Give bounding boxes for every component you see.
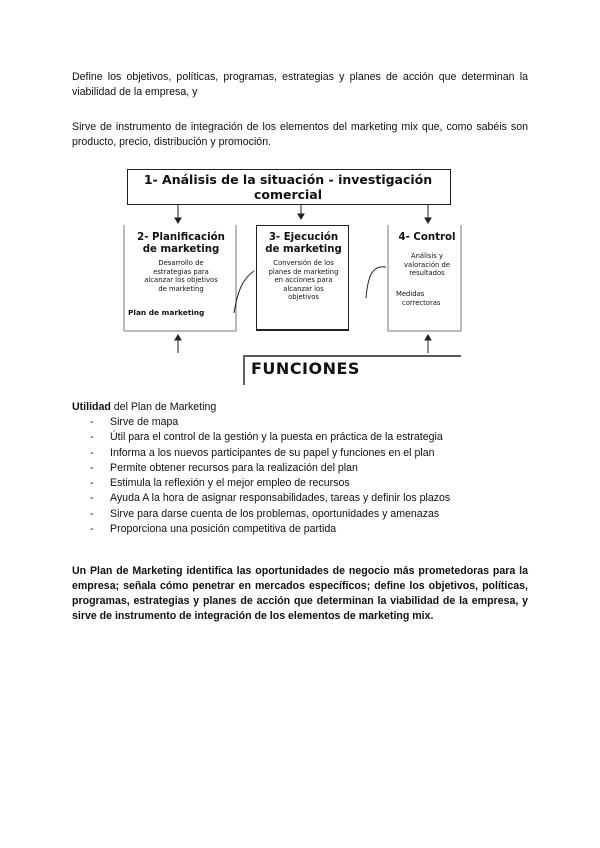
list-item [90, 491, 450, 506]
planificacion-title [122, 232, 240, 256]
intro-paragraph-1: Define los objetivos, políticas, programas, estrategias y planes de acción que determinan la viabilidad de la empresa, y [72, 71, 528, 98]
control-body-line5: correctoras [402, 298, 441, 307]
funciones-label: FUNCIONES [251, 359, 360, 378]
list-dash: - [90, 431, 94, 444]
list-dash: - [90, 477, 94, 490]
ejecucion-title-line1: 3- Ejecución [268, 232, 339, 243]
control-measures [396, 290, 466, 307]
ejecucion-body-line5: objetivos [288, 293, 319, 302]
control-body-line2: valoración de [404, 260, 450, 269]
list-dash: - [90, 416, 94, 428]
list-item-text: Informa a los nuevos participantes de su papel y funciones en el plan [110, 446, 435, 459]
utilidad-list [72, 415, 451, 537]
list-item-text: Estimula la reflexión y el mejor empleo de recursos [110, 477, 350, 490]
planificacion-title-line2: de marketing [142, 244, 220, 255]
ejecucion-body [256, 259, 351, 302]
planificacion-body-line2: estrategias para [153, 267, 209, 276]
list-item [90, 430, 450, 445]
ejecucion-body-line3: en acciones para [274, 276, 333, 285]
list-item-text: Permite obtener recursos para la realización del plan [110, 461, 358, 474]
ejecucion-body-line2: planes de marketing [268, 267, 339, 276]
ejecucion-body-line4: alcanzar los [283, 284, 324, 293]
control-body-line3: resultados [409, 269, 445, 278]
summary-paragraph: Un Plan de Marketing identifica las oportunidades de negocio más prometedoras para la empresa; señala cómo penetrar en mercados específicos; define los objetivos, políticas, programas, estrategias y planes de acción que determinan la viabilidad de la empresa, y sirve de instrumento de integración de los elementos de marketing mix. [72, 565, 528, 622]
list-item-text: Útil para el control de la gestión y la puesta en práctica de la estrategia [110, 431, 443, 444]
control-body [388, 252, 466, 278]
plan-de-marketing-label: Plan de marketing [128, 308, 205, 317]
list-item [90, 522, 450, 537]
utilidad-heading-bold: Utilidad [72, 401, 111, 413]
list-dash: - [90, 461, 94, 474]
ejecucion-title-line2: de marketing [265, 244, 342, 255]
utilidad-heading [72, 400, 216, 414]
control-body-line4: Medidas [396, 290, 425, 298]
list-dash: - [90, 507, 94, 520]
list-dash: - [90, 446, 94, 459]
analisis-title-line1: 1- Análisis de la situación - investigación [143, 172, 433, 187]
planificacion-body-line4: de marketing [158, 284, 204, 293]
marketing-functions-diagram [116, 163, 466, 388]
planificacion-body-line1: Desarrollo de [158, 259, 204, 267]
list-item [90, 507, 450, 522]
list-item-text: Proporciona una posición competitiva de partida [110, 523, 337, 536]
analisis-title-line2: comercial [253, 187, 323, 202]
list-dash: - [90, 523, 94, 536]
list-dash: - [90, 492, 94, 505]
list-item-text: Sirve de mapa [110, 416, 179, 428]
list-item [90, 415, 450, 430]
intro-paragraph-2: Sirve de instrumento de integración de los elementos del marketing mix que, como sabéis son producto, precio, distribución y promoción. [72, 121, 528, 148]
list-item-text: Sirve para darse cuenta de los problemas, oportunidades y amenazas [110, 507, 440, 520]
ejecucion-title [256, 232, 351, 256]
list-item-text: Ayuda A la hora de asignar responsabilidades, tareas y definir los plazos [110, 492, 451, 505]
list-item [90, 446, 450, 461]
list-item [90, 461, 450, 476]
ejecucion-body-line1: Conversión de los [273, 259, 334, 267]
curve-ejecucion-control [366, 267, 386, 298]
analisis-title [127, 172, 449, 202]
control-body-line1: Análisis y [410, 252, 444, 260]
utilidad-heading-rest: del Plan de Marketing [110, 401, 217, 413]
control-title: 4- Control [398, 232, 456, 243]
list-item [90, 476, 450, 491]
planificacion-body [122, 259, 240, 293]
planificacion-body-line3: alcanzar los objetivos [144, 276, 218, 285]
planificacion-title-line1: 2- Planificación [137, 232, 225, 243]
